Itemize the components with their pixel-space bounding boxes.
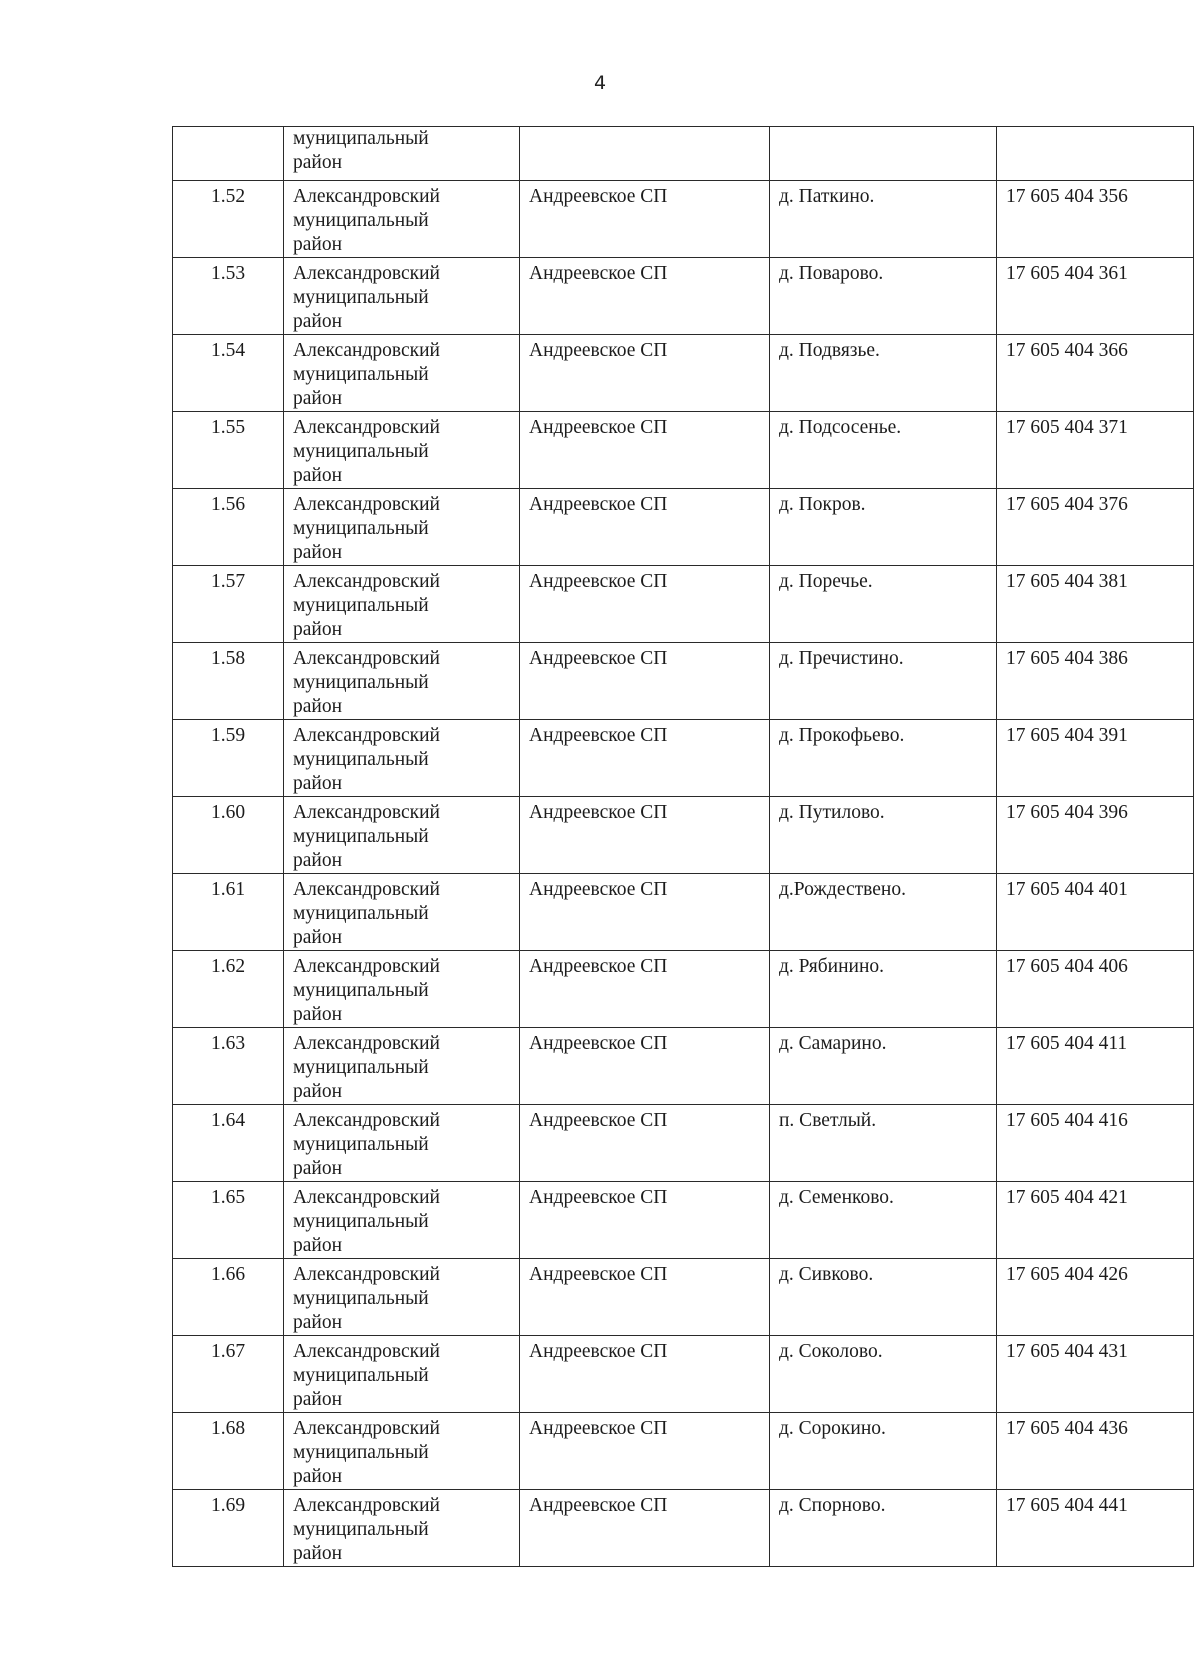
district-line: муниципальный xyxy=(293,1057,429,1078)
district-line: муниципальный xyxy=(293,1365,429,1386)
district-line: район xyxy=(293,465,343,486)
locality-cell: д. Пречистино. xyxy=(770,643,997,720)
code-cell: 17 605 404 381 xyxy=(997,566,1194,643)
row-number: 1.59 xyxy=(173,720,284,797)
district-line: Александровский xyxy=(293,571,440,592)
district-line: Александровский xyxy=(293,1187,440,1208)
row-number: 1.69 xyxy=(173,1490,284,1567)
code-cell: 17 605 404 356 xyxy=(997,181,1194,258)
district-line: Александровский xyxy=(293,879,440,900)
district-cell xyxy=(284,412,520,489)
row-number: 1.58 xyxy=(173,643,284,720)
locality-cell: д. Рябинино. xyxy=(770,951,997,1028)
district-line: муниципальный xyxy=(293,749,429,770)
table-row xyxy=(173,412,1194,489)
district-line: Александровский xyxy=(293,1418,440,1439)
settlement-cell: Андреевское СП xyxy=(520,643,770,720)
row-number: 1.56 xyxy=(173,489,284,566)
page-number: 4 xyxy=(593,72,607,94)
table-row xyxy=(173,720,1194,797)
row-number: 1.66 xyxy=(173,1259,284,1336)
district-line: муниципальный xyxy=(293,980,429,1001)
table-row xyxy=(173,489,1194,566)
table-row xyxy=(173,181,1194,258)
locality-cell: д. Поречье. xyxy=(770,566,997,643)
district-line: муниципальный xyxy=(293,518,429,539)
code-cell: 17 605 404 416 xyxy=(997,1105,1194,1182)
table-row xyxy=(173,1259,1194,1336)
table-row xyxy=(173,335,1194,412)
locality-cell xyxy=(770,127,997,181)
table-row xyxy=(173,643,1194,720)
settlement-cell: Андреевское СП xyxy=(520,412,770,489)
district-cell xyxy=(284,874,520,951)
district-line: муниципальный xyxy=(293,128,429,149)
row-number: 1.62 xyxy=(173,951,284,1028)
row-number: 1.57 xyxy=(173,566,284,643)
district-line: район xyxy=(293,311,343,332)
district-line: Александровский xyxy=(293,648,440,669)
row-number: 1.53 xyxy=(173,258,284,335)
settlement-cell: Андреевское СП xyxy=(520,566,770,643)
settlement-cell: Андреевское СП xyxy=(520,874,770,951)
code-cell: 17 605 404 431 xyxy=(997,1336,1194,1413)
code-cell: 17 605 404 386 xyxy=(997,643,1194,720)
settlement-cell: Андреевское СП xyxy=(520,1105,770,1182)
district-line: муниципальный xyxy=(293,287,429,308)
locality-cell: д. Спорново. xyxy=(770,1490,997,1567)
code-cell: 17 605 404 391 xyxy=(997,720,1194,797)
district-line: Александровский xyxy=(293,1341,440,1362)
table-row xyxy=(173,1105,1194,1182)
locality-cell: д. Поварово. xyxy=(770,258,997,335)
district-line: район xyxy=(293,927,343,948)
district-cell xyxy=(284,643,520,720)
district-line: район xyxy=(293,1389,343,1410)
district-line: муниципальный xyxy=(293,903,429,924)
district-line: муниципальный xyxy=(293,672,429,693)
district-line: Александровский xyxy=(293,494,440,515)
district-cell xyxy=(284,181,520,258)
settlements-table xyxy=(172,126,1194,1567)
district-cell xyxy=(284,258,520,335)
district-line: муниципальный xyxy=(293,364,429,385)
settlement-cell: Андреевское СП xyxy=(520,1259,770,1336)
code-cell: 17 605 404 421 xyxy=(997,1182,1194,1259)
code-cell: 17 605 404 376 xyxy=(997,489,1194,566)
district-line: муниципальный xyxy=(293,1442,429,1463)
table-row xyxy=(173,1490,1194,1567)
code-cell: 17 605 404 436 xyxy=(997,1413,1194,1490)
district-cell xyxy=(284,566,520,643)
district-line: район xyxy=(293,1466,343,1487)
settlement-cell: Андреевское СП xyxy=(520,797,770,874)
district-cell xyxy=(284,1182,520,1259)
district-cell xyxy=(284,1490,520,1567)
locality-cell: п. Светлый. xyxy=(770,1105,997,1182)
district-cell xyxy=(284,1336,520,1413)
table-row xyxy=(173,1336,1194,1413)
table-row-continuation xyxy=(173,127,1194,181)
district-cell xyxy=(284,720,520,797)
locality-cell: д. Подсосенье. xyxy=(770,412,997,489)
district-line: муниципальный xyxy=(293,826,429,847)
district-line: Александровский xyxy=(293,1495,440,1516)
code-cell: 17 605 404 426 xyxy=(997,1259,1194,1336)
code-cell: 17 605 404 366 xyxy=(997,335,1194,412)
row-number: 1.64 xyxy=(173,1105,284,1182)
district-line: район xyxy=(293,152,343,173)
table-row xyxy=(173,874,1194,951)
district-cell xyxy=(284,1105,520,1182)
table-row xyxy=(173,1182,1194,1259)
locality-cell: д. Путилово. xyxy=(770,797,997,874)
settlement-cell: Андреевское СП xyxy=(520,951,770,1028)
district-line: район xyxy=(293,1543,343,1564)
locality-cell: д. Самарино. xyxy=(770,1028,997,1105)
district-cell xyxy=(284,335,520,412)
locality-cell: д. Семенково. xyxy=(770,1182,997,1259)
settlement-cell: Андреевское СП xyxy=(520,489,770,566)
table-body xyxy=(173,127,1194,1567)
district-line: Александровский xyxy=(293,340,440,361)
row-number xyxy=(173,127,284,181)
district-line: Александровский xyxy=(293,417,440,438)
district-line: Александровский xyxy=(293,1033,440,1054)
district-cell xyxy=(284,797,520,874)
locality-cell: д.Рождествено. xyxy=(770,874,997,951)
district-line: Александровский xyxy=(293,956,440,977)
locality-cell: д. Прокофьево. xyxy=(770,720,997,797)
locality-cell: д. Сивково. xyxy=(770,1259,997,1336)
row-number: 1.52 xyxy=(173,181,284,258)
table-row xyxy=(173,1413,1194,1490)
settlement-cell: Андреевское СП xyxy=(520,1028,770,1105)
table-row xyxy=(173,951,1194,1028)
district-line: район xyxy=(293,1158,343,1179)
settlement-cell: Андреевское СП xyxy=(520,335,770,412)
settlement-cell: Андреевское СП xyxy=(520,181,770,258)
code-cell: 17 605 404 441 xyxy=(997,1490,1194,1567)
code-cell xyxy=(997,127,1194,181)
code-cell: 17 605 404 406 xyxy=(997,951,1194,1028)
code-cell: 17 605 404 396 xyxy=(997,797,1194,874)
district-line: Александровский xyxy=(293,1110,440,1131)
row-number: 1.63 xyxy=(173,1028,284,1105)
locality-cell: д. Паткино. xyxy=(770,181,997,258)
district-line: Александровский xyxy=(293,186,440,207)
district-line: муниципальный xyxy=(293,441,429,462)
code-cell: 17 605 404 361 xyxy=(997,258,1194,335)
table-row xyxy=(173,797,1194,874)
district-cell xyxy=(284,1413,520,1490)
district-line: муниципальный xyxy=(293,1134,429,1155)
code-cell: 17 605 404 411 xyxy=(997,1028,1194,1105)
district-line: район xyxy=(293,1312,343,1333)
district-line: муниципальный xyxy=(293,210,429,231)
district-line: муниципальный xyxy=(293,1288,429,1309)
row-number: 1.67 xyxy=(173,1336,284,1413)
row-number: 1.55 xyxy=(173,412,284,489)
district-line: муниципальный xyxy=(293,595,429,616)
row-number: 1.54 xyxy=(173,335,284,412)
table-row xyxy=(173,566,1194,643)
district-line: район xyxy=(293,619,343,640)
locality-cell: д. Покров. xyxy=(770,489,997,566)
locality-cell: д. Соколово. xyxy=(770,1336,997,1413)
district-line: район xyxy=(293,542,343,563)
code-cell: 17 605 404 401 xyxy=(997,874,1194,951)
district-line: муниципальный xyxy=(293,1519,429,1540)
locality-cell: д. Сорокино. xyxy=(770,1413,997,1490)
row-number: 1.61 xyxy=(173,874,284,951)
district-line: район xyxy=(293,234,343,255)
row-number: 1.68 xyxy=(173,1413,284,1490)
district-line: Александровский xyxy=(293,263,440,284)
district-line: район xyxy=(293,773,343,794)
district-cell xyxy=(284,951,520,1028)
district-line: район xyxy=(293,696,343,717)
code-cell: 17 605 404 371 xyxy=(997,412,1194,489)
settlement-cell: Андреевское СП xyxy=(520,1413,770,1490)
district-cell xyxy=(284,1028,520,1105)
locality-cell: д. Подвязье. xyxy=(770,335,997,412)
district-line: Александровский xyxy=(293,802,440,823)
settlement-cell: Андреевское СП xyxy=(520,1182,770,1259)
settlement-cell: Андреевское СП xyxy=(520,1490,770,1567)
settlement-cell: Андреевское СП xyxy=(520,1336,770,1413)
settlement-cell: Андреевское СП xyxy=(520,258,770,335)
district-line: Александровский xyxy=(293,725,440,746)
district-line: Александровский xyxy=(293,1264,440,1285)
district-line: район xyxy=(293,850,343,871)
district-line: район xyxy=(293,388,343,409)
district-line: район xyxy=(293,1004,343,1025)
row-number: 1.65 xyxy=(173,1182,284,1259)
district-line: муниципальный xyxy=(293,1211,429,1232)
district-line: район xyxy=(293,1235,343,1256)
district-cell xyxy=(284,489,520,566)
table-row xyxy=(173,258,1194,335)
settlement-cell xyxy=(520,127,770,181)
row-number: 1.60 xyxy=(173,797,284,874)
district-cell xyxy=(284,1259,520,1336)
district-line: район xyxy=(293,1081,343,1102)
settlement-cell: Андреевское СП xyxy=(520,720,770,797)
district-cell xyxy=(284,127,520,181)
table-row xyxy=(173,1028,1194,1105)
